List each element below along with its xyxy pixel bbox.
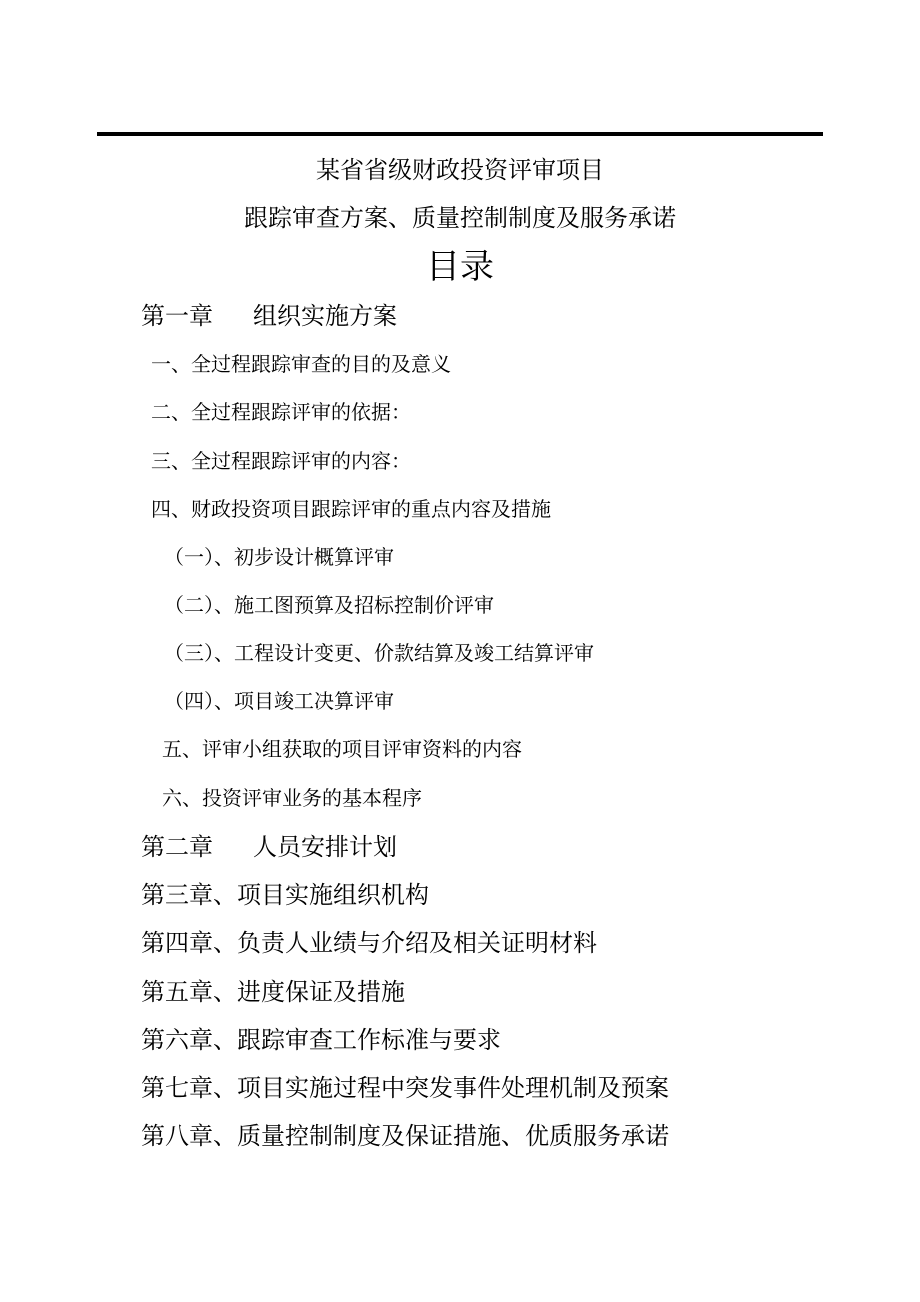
toc-chapter-1 [141, 304, 397, 328]
toc-section-4: 四、财政投资项目跟踪评审的重点内容及措施 [151, 497, 551, 521]
toc-subsection-4-1: （一）、初步设计概算评审 [164, 545, 394, 569]
toc-heading: 目录 [426, 247, 494, 287]
document-title-line-2: 跟踪审查方案、质量控制制度及服务承诺 [244, 204, 676, 232]
toc-chapter-7: 第七章、项目实施过程中突发事件处理机制及预案 [141, 1074, 669, 1102]
toc-section-3: 三、全过程跟踪评审的内容： [151, 449, 411, 473]
toc-chapter-2-title: 人员安排计划 [253, 833, 397, 861]
toc-chapter-5: 第五章、进度保证及措施 [141, 978, 405, 1006]
toc-section-1: 一、全过程跟踪审查的目的及意义 [151, 352, 451, 376]
toc-subsection-4-4: （四）、项目竣工决算评审 [164, 689, 394, 713]
toc-chapter-8: 第八章、质量控制制度及保证措施、优质服务承诺 [141, 1122, 669, 1150]
toc-subsection-4-3: （三）、工程设计变更、价款结算及竣工结算评审 [164, 641, 594, 665]
header-rule [97, 132, 823, 136]
toc-chapter-3: 第三章、项目实施组织机构 [141, 881, 429, 909]
toc-chapter-1-title: 组织实施方案 [253, 302, 397, 330]
toc-chapter-2 [141, 835, 397, 859]
toc-chapter-4: 第四章、负责人业绩与介绍及相关证明材料 [141, 929, 597, 957]
toc-section-5: 五、评审小组获取的项目评审资料的内容 [162, 737, 522, 761]
toc-chapter-1-number: 第一章 [141, 302, 213, 330]
document-title-line-1: 某省省级财政投资评审项目 [316, 156, 604, 184]
toc-chapter-2-number: 第二章 [141, 833, 213, 861]
toc-subsection-4-2: （二）、施工图预算及招标控制价评审 [164, 593, 494, 617]
toc-section-2: 二、全过程跟踪评审的依据： [151, 400, 411, 424]
toc-chapter-6: 第六章、跟踪审查工作标准与要求 [141, 1026, 501, 1054]
toc-section-6: 六、投资评审业务的基本程序 [162, 786, 422, 810]
